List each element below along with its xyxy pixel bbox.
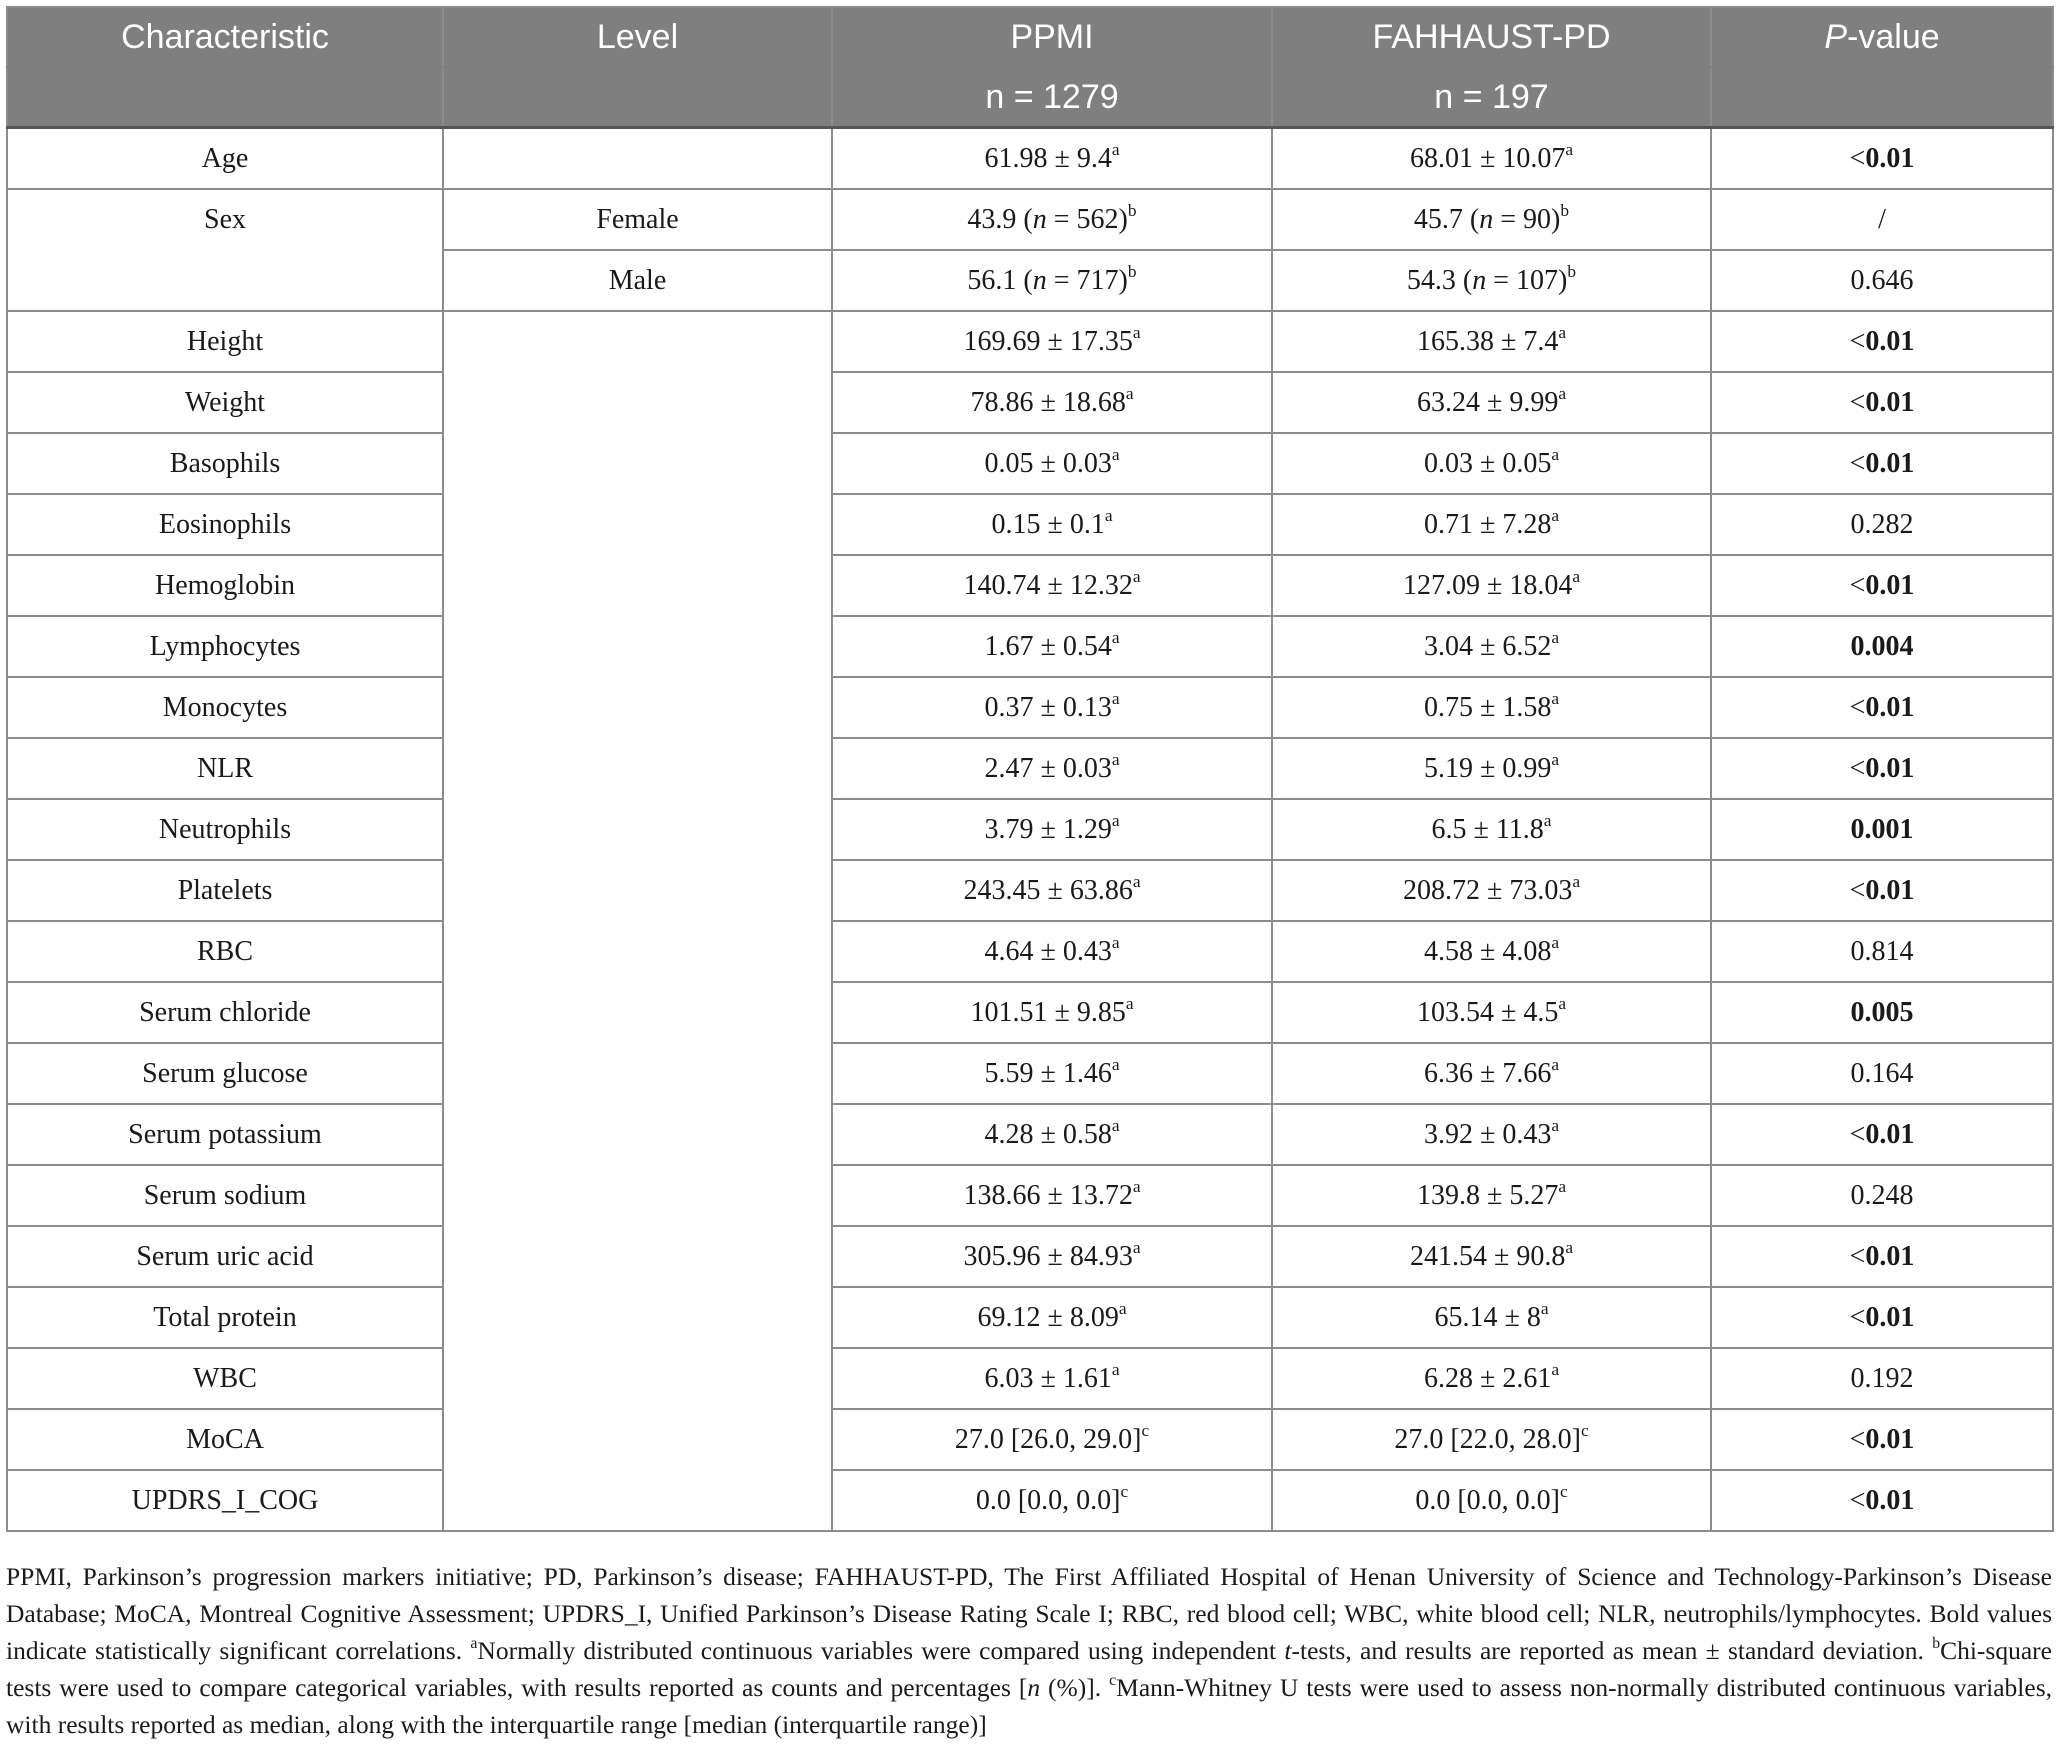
- cell-ppmi-text: 2.47 ± 0.03: [984, 752, 1112, 784]
- cell-pvalue: [1711, 433, 2053, 494]
- footnote-b-text-1: Chi-square tests were used to compare categorical variables, with results reported as counts and percentages [: [6, 1636, 2052, 1702]
- cell-ppmi: [832, 1348, 1272, 1409]
- cell-pvalue: [1711, 494, 2053, 555]
- cell-pvalue: [1711, 677, 2053, 738]
- cell-pvalue-prefix: <: [1849, 1240, 1866, 1272]
- footnote-c-text: Mann-Whitney U tests were used to assess non-normally distributed continuous variables, with results reported as median, along with the interquartile range [median (interquartile range)]: [6, 1673, 2052, 1739]
- cell-fahhaust: [1272, 189, 1711, 250]
- cell-ppmi: [832, 1165, 1272, 1226]
- cell-ppmi-sup: a: [1111, 932, 1120, 952]
- cell-fahhaust-text: 0.03 ± 0.05: [1423, 447, 1552, 479]
- table-row: [7, 189, 2053, 250]
- cell-fahhaust-text: 4.58 ± 4.08: [1423, 935, 1552, 967]
- header-ppmi-n: n = 1279: [832, 67, 1272, 128]
- cell-characteristic: Serum sodium: [7, 1165, 443, 1226]
- cell-fahhaust-sup: a: [1551, 688, 1560, 708]
- footnote-a-text-2: -tests, and results are reported as mean ± standard deviation.: [1291, 1636, 1933, 1665]
- cell-ppmi-text: 69.12 ± 8.09: [977, 1301, 1119, 1333]
- table-row: [7, 982, 2053, 1043]
- cell-ppmi-sup: c: [1141, 1420, 1150, 1440]
- cell-fahhaust-post: = 90): [1493, 203, 1561, 235]
- cell-ppmi: [832, 738, 1272, 799]
- cell-ppmi-sup: b: [1127, 261, 1137, 281]
- cell-fahhaust-text: 0.71 ± 7.28: [1423, 508, 1552, 540]
- cell-ppmi-post: = 562): [1046, 203, 1128, 235]
- cell-ppmi-text: 6.03 ± 1.61: [984, 1362, 1112, 1394]
- cell-ppmi-text: 305.96 ± 84.93: [963, 1240, 1133, 1272]
- cell-ppmi-sup: a: [1111, 810, 1120, 830]
- table-row: [7, 1470, 2053, 1531]
- table-row: [7, 1226, 2053, 1287]
- cell-fahhaust-sup: a: [1565, 139, 1574, 159]
- cell-fahhaust-n: n: [1472, 264, 1487, 296]
- table-row: [7, 250, 2053, 311]
- cell-fahhaust-sup: a: [1540, 1298, 1549, 1318]
- cell-characteristic: Serum uric acid: [7, 1226, 443, 1287]
- cell-pvalue: [1711, 738, 2053, 799]
- cell-ppmi: [832, 494, 1272, 555]
- cell-pvalue: [1711, 799, 2053, 860]
- cell-pvalue: [1711, 982, 2053, 1043]
- table-row: [7, 311, 2053, 372]
- cell-pvalue: [1711, 921, 2053, 982]
- cell-fahhaust: [1272, 982, 1711, 1043]
- footnote-b-marker: b: [1932, 1634, 1941, 1652]
- cell-pvalue-prefix: <: [1849, 447, 1866, 479]
- cell-ppmi-text: 101.51 ± 9.85: [970, 996, 1126, 1028]
- cell-pvalue-number: 0.01: [1865, 1301, 1915, 1333]
- cell-pvalue: [1711, 1165, 2053, 1226]
- cell-level: [443, 128, 832, 190]
- cell-characteristic: Monocytes: [7, 677, 443, 738]
- cell-ppmi-sup: a: [1118, 1298, 1127, 1318]
- cell-fahhaust-text: 5.19 ± 0.99: [1423, 752, 1552, 784]
- table-row: [7, 799, 2053, 860]
- header-ppmi: PPMI: [832, 7, 1272, 67]
- header-characteristic: Characteristic: [7, 7, 443, 67]
- cell-ppmi-text: 4.28 ± 0.58: [984, 1118, 1112, 1150]
- cell-pvalue-prefix: <: [1849, 691, 1866, 723]
- cell-ppmi-n: n: [1032, 203, 1047, 235]
- footnote-b-n: n: [1027, 1673, 1041, 1702]
- cell-fahhaust: [1272, 311, 1711, 372]
- cell-fahhaust-sup: a: [1558, 993, 1567, 1013]
- cell-characteristic: Neutrophils: [7, 799, 443, 860]
- cell-ppmi: [832, 250, 1272, 311]
- cell-pvalue-prefix: <: [1849, 386, 1866, 418]
- cell-pvalue-number: 0.01: [1865, 1423, 1915, 1455]
- footnote-c-marker: c: [1109, 1671, 1117, 1689]
- cell-fahhaust-text: 27.0 [22.0, 28.0]: [1394, 1423, 1581, 1455]
- cell-ppmi-sup: a: [1111, 1115, 1120, 1135]
- cell-characteristic: Lymphocytes: [7, 616, 443, 677]
- cell-fahhaust: [1272, 1165, 1711, 1226]
- cell-ppmi: [832, 1409, 1272, 1470]
- cell-ppmi-text: 1.67 ± 0.54: [984, 630, 1112, 662]
- cell-ppmi-sup: a: [1111, 1054, 1120, 1074]
- cell-ppmi: [832, 555, 1272, 616]
- cell-pvalue-number: 0.001: [1850, 813, 1914, 845]
- cell-fahhaust-sup: c: [1580, 1420, 1589, 1440]
- header-pvalue-rest: -value: [1847, 17, 1940, 56]
- cell-ppmi-sup: a: [1111, 444, 1120, 464]
- footnote-abbreviations: PPMI, Parkinson’s progression markers initiative; PD, Parkinson’s disease; FAHHAUST-PD, The First Affiliated Hospital of Henan University of Science and Technology-Parkinson’s Disease Database; MoCA, Montreal Cognitive Assessment; UPDRS_I, Unified Parkinson’s Disease Rating Scale I; RBC, red blood cell; WBC, white blood cell; NLR, neutrophils/lymphocytes. Bold values indicate statistically significant correlations.: [6, 1562, 2052, 1665]
- cell-pvalue-prefix: <: [1849, 325, 1866, 357]
- cell-pvalue: [1711, 1043, 2053, 1104]
- cell-pvalue: [1711, 372, 2053, 433]
- cell-ppmi-pre: 43.9 (: [967, 203, 1033, 235]
- cell-ppmi-text: 0.0 [0.0, 0.0]: [975, 1484, 1121, 1516]
- cell-pvalue-prefix: <: [1849, 1484, 1866, 1516]
- cell-characteristic: Eosinophils: [7, 494, 443, 555]
- cell-pvalue: [1711, 1226, 2053, 1287]
- cell-fahhaust: [1272, 1348, 1711, 1409]
- cell-fahhaust-sup: b: [1560, 200, 1570, 220]
- cell-pvalue: [1711, 616, 2053, 677]
- table-row: [7, 433, 2053, 494]
- cell-pvalue-number: 0.192: [1850, 1362, 1914, 1394]
- cell-fahhaust: [1272, 1409, 1711, 1470]
- cell-fahhaust-text: 241.54 ± 90.8: [1409, 1240, 1566, 1272]
- cell-ppmi-sup: a: [1132, 871, 1141, 891]
- cell-fahhaust-text: 0.75 ± 1.58: [1423, 691, 1552, 723]
- cell-fahhaust-text: 139.8 ± 5.27: [1416, 1179, 1559, 1211]
- cell-ppmi-sup: a: [1132, 322, 1141, 342]
- cell-fahhaust-pre: 45.7 (: [1413, 203, 1480, 235]
- cell-ppmi: [832, 1226, 1272, 1287]
- cell-pvalue-number: /: [1878, 203, 1886, 235]
- cell-pvalue-number: 0.004: [1850, 630, 1914, 662]
- cell-fahhaust: [1272, 1104, 1711, 1165]
- cell-characteristic: RBC: [7, 921, 443, 982]
- cell-ppmi-text: 61.98 ± 9.4: [984, 142, 1112, 174]
- header-level-blank: [443, 67, 832, 128]
- cell-fahhaust-text: 63.24 ± 9.99: [1416, 386, 1559, 418]
- cell-characteristic: Height: [7, 311, 443, 372]
- table-row: [7, 677, 2053, 738]
- cell-fahhaust: [1272, 250, 1711, 311]
- cell-fahhaust-sup: a: [1551, 1359, 1560, 1379]
- cell-characteristic: Serum glucose: [7, 1043, 443, 1104]
- cell-pvalue-number: 0.01: [1865, 691, 1915, 723]
- cell-fahhaust: [1272, 921, 1711, 982]
- cell-fahhaust-text: 3.92 ± 0.43: [1423, 1118, 1552, 1150]
- cell-fahhaust: [1272, 738, 1711, 799]
- cell-fahhaust-sup: a: [1551, 932, 1560, 952]
- cell-level: Female: [443, 189, 832, 250]
- cell-ppmi-pre: 56.1 (: [967, 264, 1033, 296]
- cell-fahhaust: [1272, 1470, 1711, 1531]
- cell-pvalue: [1711, 860, 2053, 921]
- cell-pvalue-prefix: <: [1849, 1118, 1866, 1150]
- table-row: [7, 1348, 2053, 1409]
- cell-ppmi: [832, 1043, 1272, 1104]
- table-row: [7, 921, 2053, 982]
- cell-pvalue-prefix: <: [1849, 874, 1866, 906]
- cell-fahhaust-text: 165.38 ± 7.4: [1416, 325, 1559, 357]
- cell-fahhaust-sup: a: [1572, 566, 1581, 586]
- cell-ppmi-sup: a: [1132, 1176, 1141, 1196]
- cell-fahhaust-text: 208.72 ± 73.03: [1402, 874, 1573, 906]
- cell-ppmi-sup: a: [1111, 749, 1120, 769]
- cell-ppmi-text: 0.15 ± 0.1: [991, 508, 1105, 540]
- cell-ppmi-sup: a: [1111, 688, 1120, 708]
- table-footnote: [6, 1558, 2052, 1743]
- cell-fahhaust-sup: a: [1551, 627, 1560, 647]
- cell-fahhaust: [1272, 1226, 1711, 1287]
- table-row: [7, 1043, 2053, 1104]
- cell-fahhaust: [1272, 1287, 1711, 1348]
- cell-characteristic: [7, 250, 443, 311]
- cell-ppmi-text: 0.05 ± 0.03: [984, 447, 1112, 479]
- table-header: [7, 7, 2053, 128]
- cell-pvalue: [1711, 1287, 2053, 1348]
- characteristics-table: [6, 6, 2054, 1532]
- cell-ppmi-sup: a: [1104, 505, 1113, 525]
- table-body: [7, 128, 2053, 1532]
- cell-ppmi-sup: b: [1127, 200, 1137, 220]
- cell-characteristic: NLR: [7, 738, 443, 799]
- cell-ppmi: [832, 1287, 1272, 1348]
- cell-fahhaust-sup: a: [1551, 1054, 1560, 1074]
- cell-characteristic: Weight: [7, 372, 443, 433]
- cell-pvalue-number: 0.01: [1865, 1118, 1915, 1150]
- header-fahhaust: FAHHAUST-PD: [1272, 7, 1711, 67]
- cell-ppmi-sup: a: [1125, 383, 1134, 403]
- cell-characteristic: Serum chloride: [7, 982, 443, 1043]
- cell-pvalue-number: 0.01: [1865, 752, 1915, 784]
- cell-ppmi-text: 140.74 ± 12.32: [963, 569, 1133, 601]
- cell-fahhaust-post: = 107): [1486, 264, 1568, 296]
- cell-characteristic: MoCA: [7, 1409, 443, 1470]
- table-row: [7, 494, 2053, 555]
- cell-pvalue: [1711, 311, 2053, 372]
- cell-ppmi-text: 138.66 ± 13.72: [963, 1179, 1133, 1211]
- cell-pvalue-number: 0.282: [1850, 508, 1914, 540]
- table-row: [7, 860, 2053, 921]
- cell-pvalue-number: 0.248: [1850, 1179, 1914, 1211]
- cell-fahhaust-pre: 54.3 (: [1406, 264, 1473, 296]
- cell-fahhaust-sup: a: [1565, 1237, 1574, 1257]
- cell-pvalue: [1711, 250, 2053, 311]
- cell-ppmi-sup: a: [1111, 139, 1120, 159]
- cell-fahhaust-sup: a: [1551, 1115, 1560, 1135]
- header-fahhaust-n: n = 197: [1272, 67, 1711, 128]
- cell-ppmi: [832, 921, 1272, 982]
- cell-fahhaust-text: 103.54 ± 4.5: [1416, 996, 1559, 1028]
- cell-fahhaust-sup: a: [1558, 1176, 1567, 1196]
- cell-fahhaust: [1272, 433, 1711, 494]
- cell-ppmi-sup: c: [1120, 1481, 1129, 1501]
- cell-fahhaust: [1272, 1043, 1711, 1104]
- cell-ppmi: [832, 677, 1272, 738]
- cell-ppmi: [832, 616, 1272, 677]
- cell-pvalue-number: 0.164: [1850, 1057, 1914, 1089]
- cell-ppmi-text: 5.59 ± 1.46: [984, 1057, 1112, 1089]
- footnote-a-t: t: [1284, 1636, 1292, 1665]
- cell-pvalue: [1711, 189, 2053, 250]
- cell-fahhaust: [1272, 616, 1711, 677]
- footnote-a-text-1: Normally distributed continuous variables were compared using independent: [477, 1636, 1285, 1665]
- cell-fahhaust-sup: b: [1567, 261, 1577, 281]
- cell-characteristic: Age: [7, 128, 443, 190]
- cell-fahhaust-text: 6.36 ± 7.66: [1423, 1057, 1552, 1089]
- cell-fahhaust: [1272, 677, 1711, 738]
- cell-ppmi-text: 3.79 ± 1.29: [984, 813, 1112, 845]
- cell-ppmi-sup: a: [1132, 566, 1141, 586]
- cell-ppmi-sup: a: [1125, 993, 1134, 1013]
- cell-pvalue-number: 0.814: [1850, 935, 1914, 967]
- cell-pvalue: [1711, 1348, 2053, 1409]
- cell-ppmi-sup: a: [1111, 1359, 1120, 1379]
- cell-fahhaust-sup: a: [1558, 322, 1567, 342]
- table-row: [7, 1409, 2053, 1470]
- cell-pvalue-number: 0.01: [1865, 142, 1915, 174]
- table-row: [7, 128, 2053, 190]
- cell-pvalue-number: 0.01: [1865, 874, 1915, 906]
- cell-fahhaust-sup: a: [1551, 505, 1560, 525]
- cell-fahhaust: [1272, 372, 1711, 433]
- cell-fahhaust-sup: a: [1551, 749, 1560, 769]
- cell-ppmi: [832, 860, 1272, 921]
- cell-ppmi: [832, 1104, 1272, 1165]
- table-row: [7, 1165, 2053, 1226]
- table-row: [7, 555, 2053, 616]
- cell-ppmi-text: 0.37 ± 0.13: [984, 691, 1112, 723]
- header-characteristic-blank: [7, 67, 443, 128]
- cell-pvalue-number: 0.01: [1865, 386, 1915, 418]
- cell-fahhaust-text: 0.0 [0.0, 0.0]: [1415, 1484, 1560, 1516]
- cell-ppmi-sup: a: [1111, 627, 1120, 647]
- table-row: [7, 738, 2053, 799]
- cell-pvalue-prefix: <: [1849, 752, 1866, 784]
- cell-ppmi: [832, 311, 1272, 372]
- cell-ppmi-text: 4.64 ± 0.43: [984, 935, 1112, 967]
- cell-pvalue: [1711, 555, 2053, 616]
- cell-fahhaust: [1272, 860, 1711, 921]
- cell-fahhaust-sup: a: [1543, 810, 1552, 830]
- cell-characteristic: Basophils: [7, 433, 443, 494]
- table-row: [7, 616, 2053, 677]
- cell-ppmi: [832, 189, 1272, 250]
- cell-pvalue-number: 0.01: [1865, 447, 1915, 479]
- cell-characteristic: Serum potassium: [7, 1104, 443, 1165]
- table-row: [7, 1104, 2053, 1165]
- cell-level: Male: [443, 250, 832, 311]
- cell-pvalue-prefix: <: [1849, 1301, 1866, 1333]
- cell-characteristic: WBC: [7, 1348, 443, 1409]
- cell-ppmi-text: 27.0 [26.0, 29.0]: [954, 1423, 1142, 1455]
- cell-ppmi: [832, 982, 1272, 1043]
- cell-characteristic: UPDRS_I_COG: [7, 1470, 443, 1531]
- cell-fahhaust: [1272, 128, 1711, 190]
- cell-pvalue: [1711, 1104, 2053, 1165]
- cell-pvalue-number: 0.01: [1865, 1484, 1915, 1516]
- cell-pvalue: [1711, 128, 2053, 190]
- cell-fahhaust-sup: a: [1558, 383, 1567, 403]
- table-row: [7, 372, 2053, 433]
- header-pvalue-italic: P: [1824, 17, 1848, 56]
- cell-pvalue: [1711, 1470, 2053, 1531]
- cell-fahhaust-text: 68.01 ± 10.07: [1409, 142, 1566, 174]
- cell-fahhaust-text: 65.14 ± 8: [1434, 1301, 1541, 1333]
- cell-characteristic: Sex: [7, 189, 443, 250]
- footnote-a-marker: a: [470, 1634, 478, 1652]
- cell-pvalue-number: 0.005: [1850, 996, 1914, 1028]
- cell-ppmi-post: = 717): [1046, 264, 1128, 296]
- cell-pvalue-prefix: <: [1849, 142, 1866, 174]
- cell-pvalue-number: 0.01: [1865, 325, 1915, 357]
- cell-fahhaust: [1272, 494, 1711, 555]
- cell-fahhaust-text: 127.09 ± 18.04: [1402, 569, 1573, 601]
- cell-ppmi-text: 243.45 ± 63.86: [963, 874, 1133, 906]
- cell-fahhaust-n: n: [1479, 203, 1494, 235]
- cell-pvalue-prefix: <: [1849, 1423, 1866, 1455]
- header-pvalue: [1711, 7, 2053, 67]
- cell-characteristic: Total protein: [7, 1287, 443, 1348]
- header-level: Level: [443, 7, 832, 67]
- cell-pvalue-prefix: <: [1849, 569, 1866, 601]
- table-row: [7, 1287, 2053, 1348]
- cell-ppmi-text: 78.86 ± 18.68: [970, 386, 1126, 418]
- cell-fahhaust: [1272, 799, 1711, 860]
- cell-fahhaust-sup: a: [1572, 871, 1581, 891]
- cell-ppmi-text: 169.69 ± 17.35: [963, 325, 1133, 357]
- cell-ppmi-n: n: [1032, 264, 1047, 296]
- header-pvalue-blank: [1711, 67, 2053, 128]
- cell-pvalue-number: 0.01: [1865, 1240, 1915, 1272]
- cell-ppmi: [832, 372, 1272, 433]
- cell-ppmi-sup: a: [1132, 1237, 1141, 1257]
- cell-ppmi: [832, 799, 1272, 860]
- cell-pvalue: [1711, 1409, 2053, 1470]
- cell-ppmi: [832, 128, 1272, 190]
- cell-pvalue-number: 0.646: [1850, 264, 1914, 296]
- cell-characteristic: Hemoglobin: [7, 555, 443, 616]
- footnote-b-text-2: (%)].: [1040, 1673, 1110, 1702]
- cell-fahhaust: [1272, 555, 1711, 616]
- cell-characteristic: Platelets: [7, 860, 443, 921]
- cell-fahhaust-text: 6.5 ± 11.8: [1431, 813, 1544, 845]
- cell-fahhaust-sup: c: [1559, 1481, 1568, 1501]
- cell-fahhaust-text: 6.28 ± 2.61: [1423, 1362, 1552, 1394]
- cell-fahhaust-sup: a: [1551, 444, 1560, 464]
- cell-ppmi: [832, 1470, 1272, 1531]
- cell-fahhaust-text: 3.04 ± 6.52: [1423, 630, 1552, 662]
- cell-pvalue-number: 0.01: [1865, 569, 1915, 601]
- cell-ppmi: [832, 433, 1272, 494]
- cell-level-merged: [443, 311, 832, 1531]
